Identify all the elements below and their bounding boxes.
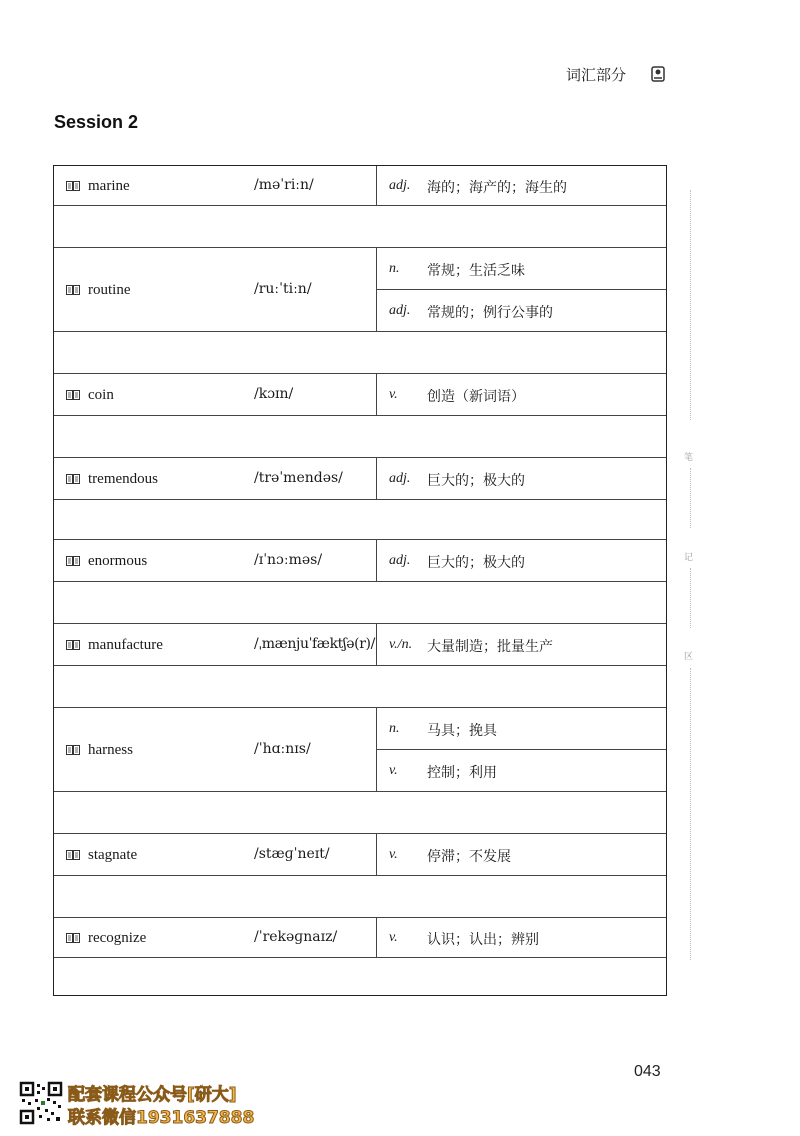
entry-row-routine — [54, 248, 666, 332]
entry-phonetic: /ɪˈnɔːməs/ — [254, 552, 323, 568]
entry-row-coin — [54, 374, 666, 416]
part-of-speech: adj. — [389, 178, 411, 193]
entry-phonetic: /stæɡˈneɪt/ — [254, 846, 330, 862]
entry-row-marine — [54, 166, 666, 206]
definition-cell — [376, 624, 666, 665]
entry-word: enormous — [88, 552, 148, 569]
entry-word: stagnate — [88, 846, 138, 863]
book-head-icon — [651, 66, 665, 82]
session-title: Session 2 — [54, 112, 139, 132]
entry-row-tremendous — [54, 458, 666, 500]
page-header-title: 词汇部分 — [566, 66, 627, 84]
entry-word: tremendous — [88, 470, 158, 487]
margin-dotted-line — [690, 190, 691, 420]
definition-text: 海的；海产的；海生的 — [427, 180, 567, 196]
part-of-speech: adj. — [389, 303, 411, 318]
definition-cell — [376, 374, 666, 415]
entry-phonetic: /ˈhɑːnɪs/ — [254, 741, 311, 757]
part-of-speech: v. — [389, 847, 398, 862]
part-of-speech: v. — [389, 387, 398, 402]
blank-row — [54, 206, 666, 248]
entry-word: recognize — [88, 929, 147, 946]
part-of-speech: v. — [389, 930, 398, 945]
blank-row — [54, 792, 666, 834]
entry-phonetic: /trəˈmendəs/ — [254, 470, 343, 486]
definition-text: 巨大的；极大的 — [427, 473, 525, 489]
page-number: 043 — [634, 1063, 661, 1080]
definition-text: 停滞；不发展 — [427, 849, 511, 865]
entry-word: marine — [88, 177, 130, 194]
book-icon — [66, 181, 80, 191]
blank-row — [54, 666, 666, 708]
book-icon — [66, 556, 80, 566]
entry-phonetic: /ˌmænjuˈfæktʃə(r)/ — [254, 636, 375, 652]
blank-row — [54, 500, 666, 540]
entry-row-enormous — [54, 540, 666, 582]
entry-phonetic: /məˈriːn/ — [254, 177, 314, 193]
definition-cell — [376, 540, 666, 581]
entry-word: coin — [88, 386, 114, 403]
entry-phonetic: /ˈrekəɡnaɪz/ — [254, 929, 338, 945]
entry-word: harness — [88, 741, 133, 758]
entry-row-recognize — [54, 918, 666, 958]
definition-text: 马具；挽具 — [427, 723, 497, 739]
blank-row — [54, 958, 666, 994]
entry-phonetic: /ruːˈtiːn/ — [254, 281, 312, 297]
blank-row — [54, 416, 666, 458]
definition-text: 大量制造；批量生产 — [427, 639, 553, 655]
definition-cell — [376, 834, 666, 875]
margin-label-char: 笔 — [684, 453, 694, 463]
margin-dotted-line — [690, 668, 691, 960]
book-icon — [66, 745, 80, 755]
promo-line-1: 配套课程公众号[研大] — [68, 1085, 237, 1105]
entry-row-manufacture — [54, 624, 666, 666]
definition-cell — [376, 166, 666, 205]
blank-row — [54, 876, 666, 918]
definition-text: 控制；利用 — [427, 765, 497, 781]
definition-text: 巨大的；极大的 — [427, 555, 525, 571]
vocabulary-table — [53, 165, 667, 996]
part-of-speech: adj. — [389, 553, 411, 568]
entry-word: manufacture — [88, 636, 163, 653]
book-icon — [66, 850, 80, 860]
definition-cell — [376, 708, 666, 791]
definition-text: 常规的；例行公事的 — [427, 305, 553, 321]
entry-word: routine — [88, 281, 131, 298]
margin-label-char: 记 — [684, 553, 694, 563]
book-icon — [66, 285, 80, 295]
part-of-speech: adj. — [389, 471, 411, 486]
part-of-speech: v./n. — [389, 637, 413, 652]
definition-cell — [376, 458, 666, 499]
definition-text: 创造（新词语） — [427, 389, 525, 405]
margin-dotted-line — [690, 568, 691, 628]
part-of-speech: n. — [389, 721, 400, 736]
definition-text: 认识；认出；辨别 — [427, 932, 539, 948]
definition-cell — [376, 918, 666, 957]
book-icon — [66, 474, 80, 484]
qr-code-icon — [19, 1081, 63, 1125]
entry-phonetic: /kɔɪn/ — [254, 386, 294, 402]
margin-label-char: 区 — [684, 652, 694, 662]
blank-row — [54, 582, 666, 624]
entry-row-stagnate — [54, 834, 666, 876]
book-icon — [66, 933, 80, 943]
definition-cell — [376, 248, 666, 331]
part-of-speech: n. — [389, 261, 400, 276]
definition-text: 常规；生活乏味 — [427, 263, 525, 279]
promo-line-2: 联系微信1931637888 — [68, 1108, 255, 1128]
blank-row — [54, 332, 666, 374]
book-icon — [66, 640, 80, 650]
margin-dotted-line — [690, 468, 691, 528]
entry-row-harness — [54, 708, 666, 792]
book-icon — [66, 390, 80, 400]
part-of-speech: v. — [389, 763, 398, 778]
